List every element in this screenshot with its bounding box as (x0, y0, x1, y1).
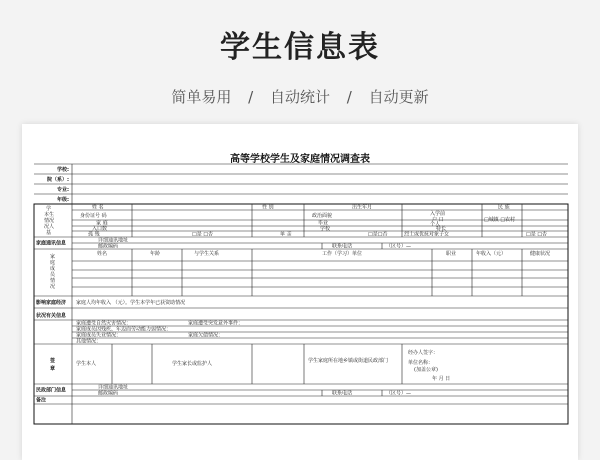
family-members (34, 249, 568, 296)
field-school-label: 学校: (57, 167, 69, 173)
sign-student: 学生本人 (76, 361, 97, 367)
civil-phone-label: 联系电话 (332, 390, 353, 397)
single-parent-choice: □是□否 (368, 231, 388, 238)
feature-2: 自动统计 (269, 88, 330, 106)
label-school: 学校 (320, 226, 331, 232)
label-name: 姓 名 (92, 204, 104, 211)
label-id: 身份证号 码 (80, 213, 107, 219)
civil-info (34, 384, 568, 397)
document-title: 高等学校学生及家庭情况调查表 (230, 154, 370, 165)
label-before-enroll: 入学前 (430, 211, 446, 217)
label-political: 政治面貌 (312, 213, 333, 219)
contact-phone-label: 联系电话 (332, 243, 353, 250)
basic-label-2: 本生 (44, 212, 55, 218)
col-income: 年收入（元） (476, 251, 507, 257)
label-personal: 个人 (430, 221, 441, 228)
field-major-label: 专业: (57, 187, 69, 193)
sign-seal: (加盖公章) (414, 367, 438, 373)
family-label-2: 庭 (50, 260, 56, 266)
sign-civil-dept: 学生家庭所在地乡镇或街道民政部门 (308, 358, 389, 364)
col-work-unit: 工作（学习）单位 (322, 251, 363, 257)
hero-title: 学生信息表 (220, 30, 380, 65)
situation-item-1: 家庭遭受自然灾害情况： (76, 320, 132, 327)
martyr-choice: □是 □否 (526, 231, 548, 238)
sign-handler: 经办人签字： (408, 350, 439, 356)
label-martyr: 烈士或优抚对象子女 (404, 231, 450, 238)
civil-phone-area: （区号）— (386, 390, 412, 397)
family-label-6: 况 (50, 284, 56, 290)
family-label-1: 家 (50, 254, 56, 260)
economy-text: 家庭人均年收入 （元）。学生本学年已获资助情况 (76, 300, 186, 306)
civil-zip-label: 邮政编码 (98, 390, 119, 397)
separator: / (248, 88, 254, 106)
feature-1: 简单易用 (171, 88, 232, 106)
label-hukou-type: □城镇 □农村 (484, 217, 516, 223)
form-table (22, 124, 578, 460)
label-orphan: 孤 残 (88, 231, 100, 238)
contact-zip-label: 邮政编码 (98, 243, 119, 250)
feature-3: 自动更新 (368, 88, 429, 106)
separator: / (346, 88, 352, 106)
form-document (22, 124, 578, 460)
civil-address-label: 详细通讯地址 (98, 384, 129, 391)
orphan-choice: □是 □否 (192, 231, 214, 238)
signature-label-1: 签 (50, 358, 56, 364)
label-hukou: 户 口 (432, 217, 444, 223)
economy-info (34, 299, 568, 308)
col-relation: 与学生关系 (194, 251, 220, 257)
field-department-label: 院（系）: (47, 177, 69, 183)
situation-item-2: 家庭遭受突发意外事件： (188, 320, 244, 327)
remark-row (34, 397, 568, 405)
label-population: 入口数 (92, 226, 108, 232)
civil-label: 民政部门信息 (36, 387, 67, 394)
situation-label: 状况有关信息 (36, 313, 67, 319)
situation-info (34, 312, 568, 345)
basic-label-4: 况人 (44, 224, 55, 230)
contact-info (34, 237, 568, 250)
sign-parent: 学生家长或监护人 (172, 361, 213, 367)
signature-label-2: 章 (50, 366, 56, 372)
situation-item-6: 其他情况： (76, 338, 102, 345)
situation-item-4: 家庭成员失业情况： (76, 332, 122, 339)
header-fields (34, 164, 568, 204)
label-specialty: 特长 (436, 226, 447, 232)
contact-label: 家庭通讯信息 (36, 240, 67, 247)
col-health: 健康状况 (530, 251, 551, 257)
family-label-3: 成 (50, 266, 56, 272)
situation-item-5: 家庭欠债情况： (188, 332, 224, 339)
label-single-parent: 单 亲 (280, 231, 292, 238)
basic-label-3: 情况 (44, 218, 55, 224)
label-gender: 性 别 (262, 204, 274, 211)
family-label-4: 员 (50, 272, 56, 278)
contact-phone-area: （区号）— (386, 243, 412, 250)
family-label-5: 情 (50, 278, 56, 284)
feature-list (0, 86, 600, 107)
contact-address-label: 详细通讯地址 (98, 237, 129, 244)
signature-block (34, 344, 568, 384)
remark-label: 备注 (36, 397, 47, 404)
col-age: 年龄 (150, 251, 161, 257)
basic-label-1: 学 (46, 206, 52, 212)
label-ethnicity: 民 族 (498, 204, 510, 211)
situation-item-3: 家庭成员因残疾、年迈而劳动能力弱情况： (76, 326, 172, 333)
field-grade-label: 年级: (57, 197, 69, 203)
sign-unit-name: 单位名称： (408, 360, 434, 366)
basic-label-5: 基 (46, 230, 52, 236)
label-family: 家 庭 (96, 220, 108, 227)
label-birth: 出生年月 (352, 204, 373, 211)
economy-label: 影响家庭经济 (36, 300, 67, 306)
label-graduate: 毕业 (318, 220, 329, 227)
col-name: 姓名 (97, 251, 108, 257)
col-job: 职业 (446, 251, 457, 257)
sign-date: 年 月 日 (432, 376, 451, 382)
